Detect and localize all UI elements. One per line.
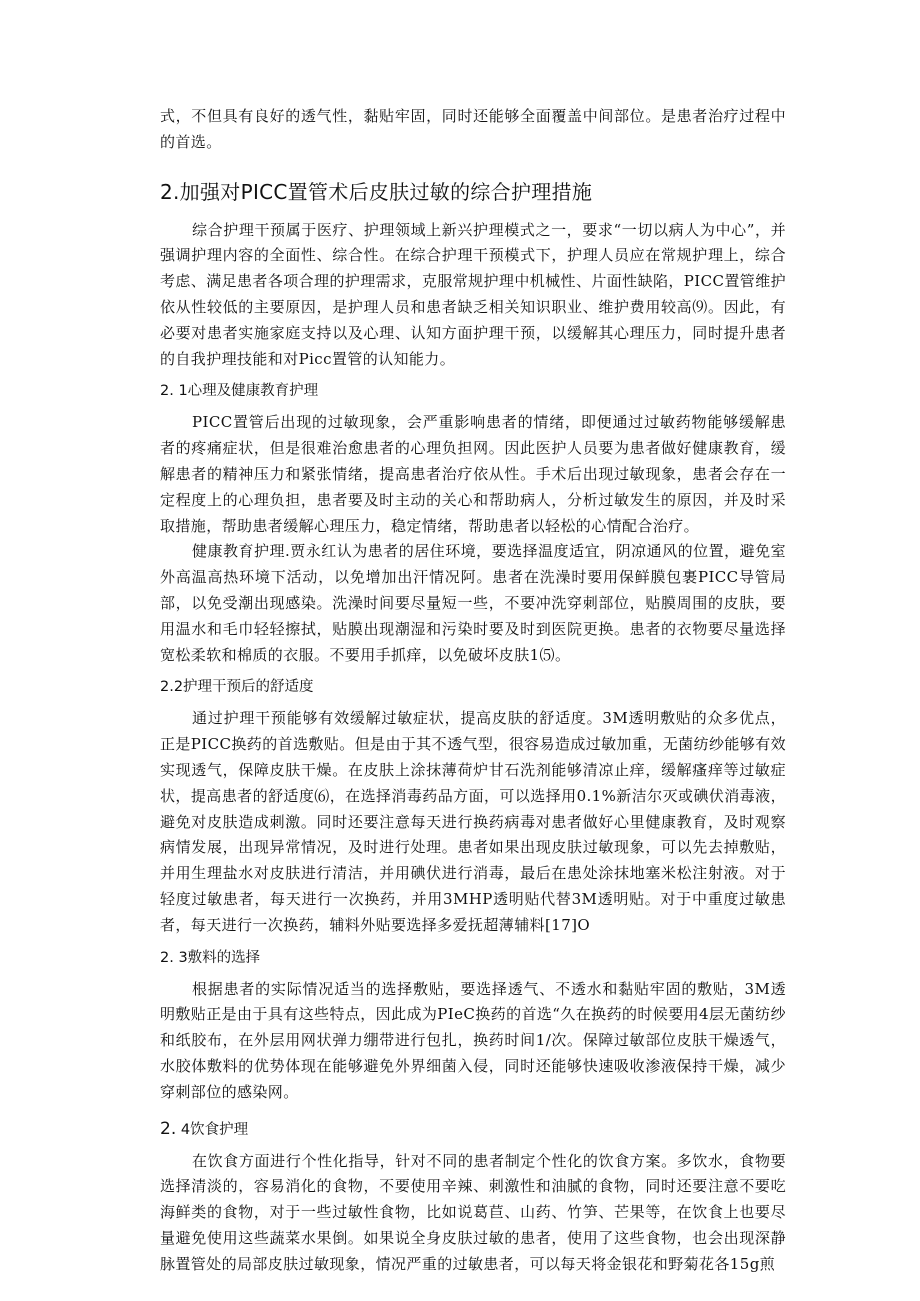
section-2-4-number: 2. [160,1118,177,1139]
section-2-4-title: 4饮食护理 [176,1121,249,1138]
section-2-heading: 2.加强对PICC置管术后皮肤过敏的综合护理措施 [160,179,593,204]
section-2-4-paragraph: 在饮食方面进行个性化指导，针对不同的患者制定个性化的饮食方案。多饮水，食物要选择清淡的，容易消化的食物，不要使用辛辣、刺激性和油腻的食物，同时还要注意不要吃海鲜类的食物，对于一些过敏性食物，比如说葛苣、山药、竹笋、芒果等，在饮食上也要尽量避免使用这些蔬菜水果倒。如果说全身皮肤过敏的患者，使用了这些食物，也会出现深静脉置管处的局部皮肤过敏现象，情况严重的过敏患者，可以每天将金银花和野菊花各15g煎 [160,1151,786,1273]
section-2-paragraph: 综合护理干预属于医疗、护理领域上新兴护理模式之一，要求“一切以病人为中心”，并强调护理内容的全面性、综合性。在综合护理干预模式下，护理人员应在常规护理上，综合考虑、满足患者各项合理的护理需求，克服常规护理中机械性、片面性缺陷，PICC置管维护依从性较低的主要原因，是护理人员和患者缺乏相关知识职业、维护费用较高⑼。因此，有必要对患者实施家庭支持以及心理、认知方面护理干预，以缓解其心理压力，同时提升患者的自我护理技能和对Picc置管的认知能力。 [160,220,786,368]
section-2-4-heading [160,1118,786,1141]
section-2-3-heading: 2. 3敷料的选择 [160,949,261,966]
section-2-3-paragraph: 根据患者的实际情况适当的选择敷贴，要选择透气、不透水和黏贴牢固的敷贴，3M透明敷贴正是由于具有这些特点，因此成为PIeC换药的首选“久在换药的时候要用4层无菌纺纱和纸胶布，在外层用网状弹力绷带进行包扎，换药时间1/次。保障过敏部位皮肤干燥透气，水胶体敷料的优势体现在能够避免外界细菌入侵，同时还能够快速吸收渗液保持干燥，减少穿刺部位的感染网。 [160,979,786,1101]
section-2-1-paragraph-2: 健康教育护理.贾永红认为患者的居住环境，要选择温度适宜，阴凉通风的位置，避免室外高温高热环境下活动，以免增加出汗情况阿。患者在洗澡时要用保鲜膜包裹PICC导管局部，以免受潮出现感染。洗澡时间要尽量短一些，不要冲洗穿刺部位，贴膜周围的皮肤，要用温水和毛巾轻轻擦拭，贴膜出现潮湿和污染时要及时到医院更换。患者的衣物要尽量选择宽松柔软和棉质的衣服。不要用手抓痒，以免破坏皮肤1⑸。 [160,542,786,664]
section-2-1-heading: 2. 1心理及健康教育护理 [160,383,319,400]
section-2-2-heading: 2.2护理干预后的舒适度 [160,679,314,696]
section-2-2-paragraph: 通过护理干预能够有效缓解过敏症状，提高皮肤的舒适度。3M透明敷贴的众多优点，正是PICC换药的首选敷贴。但是由于其不透气型，很容易造成过敏加重，无菌纺纱能够有效实现透气，保障皮肤干燥。在皮肤上涂抹薄荷炉甘石洗剂能够清凉止痒，缓解瘙痒等过敏症状，提高患者的舒适度⑹，在选择消毒药品方面，可以选择用0.1%新洁尔灭或碘伏消毒液，避免对皮肤造成刺激。同时还要注意每天进行换药病毒对患者做好心里健康教育，及时观察病情发展，出现异常情况，及时进行处理。患者如果出现皮肤过敏现象，可以先去掉敷贴，并用生理盐水对皮肤进行清洁，并用碘伏进行消毒，最后在患处涂抹地塞米松注射液。对于轻度过敏患者，每天进行一次换药，并用3MHP透明贴代替3M透明贴。对于中重度过敏患者，每天进行一次换药，辅料外贴要选择多爱抚超薄辅料[17]O [160,709,786,934]
intro-paragraph: 式，不但具有良好的透气性，黏贴牢固，同时还能够全面覆盖中间部位。是患者治疗过程中的首选。 [160,107,786,151]
section-2-1-paragraph-1: PICC置管后出现的过敏现象，会严重影响患者的情绪，即便通过过敏药物能够缓解患者的疼痛症状，但是很难治愈患者的心理负担网。因此医护人员要为患者做好健康教育，缓解患者的精神压力和紧张情绪，提高患者治疗依从性。手术后出现过敏现象，患者会存在一定程度上的心理负担，患者要及时主动的关心和帮助病人，分析过敏发生的原因，并及时采取措施，帮助患者缓解心理压力，稳定情绪，帮助患者以轻松的心情配合治疗。 [160,413,786,535]
document-page [160,104,786,1277]
